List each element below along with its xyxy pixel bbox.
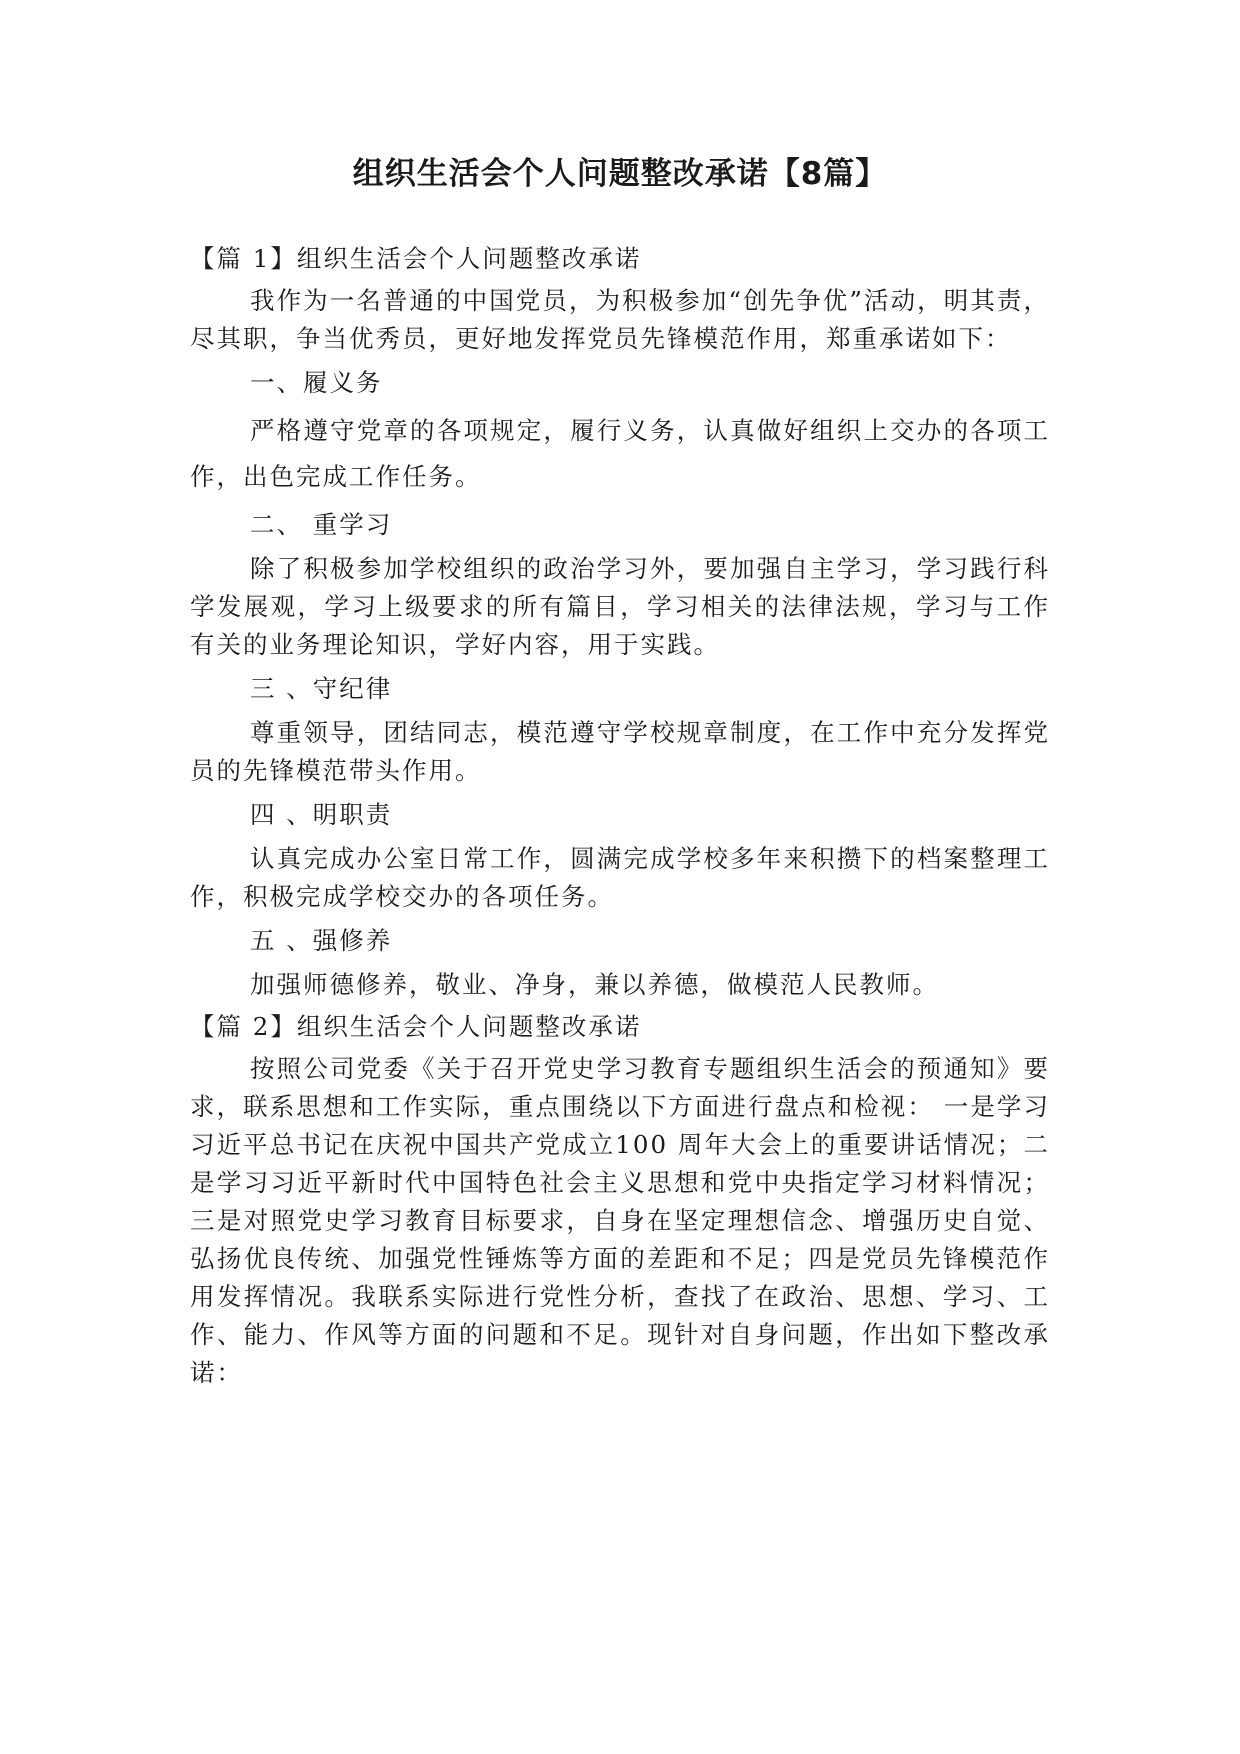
item-text: 严格遵守党章的各项规定，履行义务，认真做好组织上交办的各项工作，出色完成工作任务。 xyxy=(190,416,1050,491)
item-heading: 三 、守纪律 xyxy=(250,674,393,703)
item-text: 除了积极参加学校组织的政治学习外，要加强自主学习，学习践行科学发展观，学习上级要求的所有篇目，学习相关的法律法规，学习与工作有关的业务理论知识，学好内容，用于实践。 xyxy=(190,554,1050,659)
item-heading: 二、 重学习 xyxy=(250,510,393,539)
item-heading: 四 、明职责 xyxy=(250,800,393,829)
item-text: 尊重领导，团结同志，模范遵守学校规章制度，在工作中充分发挥党员的先锋模范带头作用。 xyxy=(190,718,1050,785)
item-heading: 五 、强修养 xyxy=(250,926,393,955)
section-intro: 按照公司党委《关于召开党史学习教育专题组织生活会的预通知》要求，联系思想和工作实际，重点围绕以下方面进行盘点和检视： 一是学习习近平总书记在庆祝中国共产党成立100 周年大会上的重要讲话情况；二是学习习近平新时代中国特色社会主义思想和党中央指定学习材料情况；三是对照党史学习教育目标要求，自身在坚定理想信念、增强历史自觉、弘扬优良传统、加强党性锤炼等方面的差距和不足；四是党员先锋模范作用发挥情况。我联系实际进行党性分析，查找了在政治、思想、学习、工作、能力、作风等方面的问题和不足。现针对自身问题，作出如下整改承诺： xyxy=(190,1054,1050,1387)
item-heading: 一、履义务 xyxy=(250,368,383,397)
document-body xyxy=(190,240,1050,1396)
item-text: 加强师德修养，敬业、净身，兼以养德，做模范人民教师。 xyxy=(250,970,939,999)
section-heading: 【篇 1】组织生活会个人问题整改承诺 xyxy=(190,244,642,273)
document-title: 组织生活会个人问题整改承诺【8篇】 xyxy=(352,156,888,192)
section-intro: 我作为一名普通的中国党员，为积极参加“创先争优”活动，明其责，尽其职，争当优秀员，更好地发挥党员先锋模范作用，郑重承诺如下： xyxy=(190,286,1050,353)
section-heading: 【篇 2】组织生活会个人问题整改承诺 xyxy=(190,1012,642,1041)
item-text: 认真完成办公室日常工作，圆满完成学校多年来积攒下的档案整理工作，积极完成学校交办的各项任务。 xyxy=(190,844,1050,911)
